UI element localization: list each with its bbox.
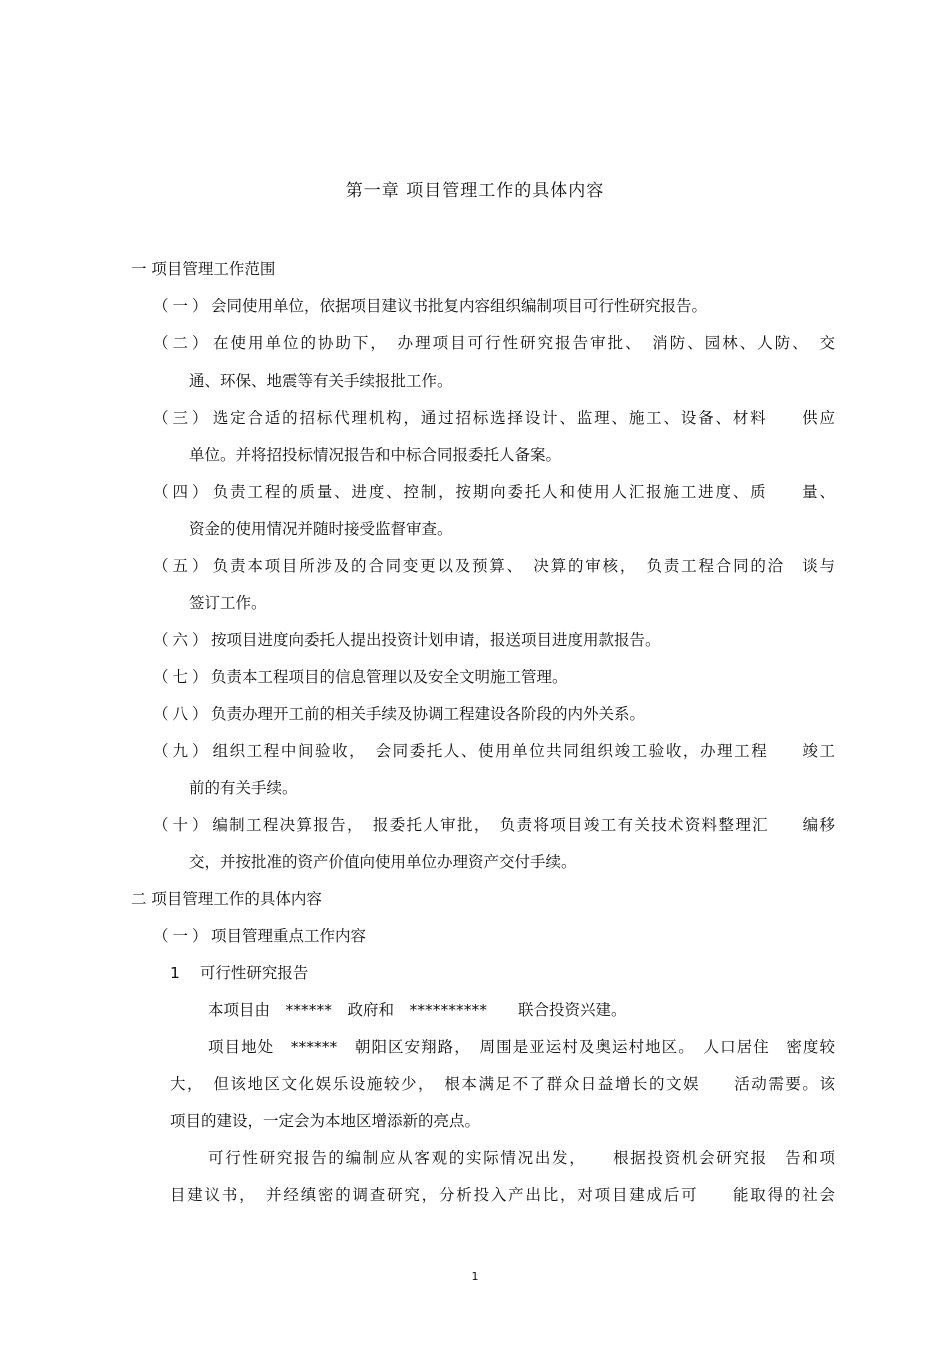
list-item [153, 630, 835, 650]
item-number: （三） [153, 409, 212, 427]
item-text: 负责本项目所涉及的合同变更以及预算、 决算的审核， 负责工程合同的洽 谈与 [211, 557, 835, 575]
item-continuation: 签订工作。 [189, 594, 267, 612]
item-number: （十） [153, 816, 212, 834]
list-item [153, 296, 835, 316]
item-text: 按项目进度向委托人提出投资计划申请，报送项目进度用款报告。 [211, 631, 661, 649]
paragraph-line: 本项目由 ****** 政府和 ********** 联合投资兴建。 [208, 1001, 627, 1019]
item-number: （五） [153, 557, 212, 575]
item-text: 组织工程中间验收， 会同委托人、使用单位共同组织竣工验收，办理工程 竣工 [211, 742, 835, 760]
sub-heading-text: 项目管理重点工作内容 [211, 927, 367, 945]
item-continuation: 通、环保、地震等有关手续报批工作。 [189, 372, 453, 390]
item-continuation: 交，并按批准的资产价值向使用单位办理资产交付手续。 [189, 853, 577, 871]
list-item [153, 704, 835, 724]
list-item [153, 741, 835, 761]
item-number: （二） [153, 334, 212, 352]
paragraph-line: 大， 但该地区文化娱乐设施较少， 根本满足不了群众日益增长的文娱 活动需要。该 [170, 1075, 835, 1093]
item-text: 会同使用单位，依据项目建议书批复内容组织编制项目可行性研究报告。 [211, 297, 708, 315]
item-number: （七） [153, 668, 212, 686]
item-number: （六） [153, 631, 212, 649]
item-text: 负责工程的质量、进度、控制，按期向委托人和使用人汇报施工进度、质 量、 [211, 483, 835, 501]
paragraph-line: 项目的建设，一定会为本地区增添新的亮点。 [170, 1112, 481, 1130]
chapter-title: 第一章 项目管理工作的具体内容 [345, 181, 605, 201]
item-number: （九） [153, 742, 212, 760]
list-item [153, 408, 835, 428]
item-number: （八） [153, 705, 212, 723]
point-text: 可行性研究报告 [199, 964, 309, 982]
item-continuation: 前的有关手续。 [189, 779, 298, 797]
paragraph-line: 项目地处 ****** 朝阳区安翔路， 周围是亚运村及奥运村地区。 人口居住 密度较 [208, 1038, 835, 1056]
item-number: （四） [153, 483, 212, 501]
section-heading-content: 二 项目管理工作的具体内容 [131, 890, 322, 908]
sub-heading [153, 926, 835, 946]
item-number: （一） [153, 297, 212, 315]
section-heading-scope: 一 项目管理工作范围 [131, 260, 276, 278]
list-item [153, 556, 835, 576]
item-text: 在使用单位的协助下， 办理项目可行性研究报告审批、 消防、园林、人防、 交 [211, 334, 835, 352]
list-item [153, 667, 835, 687]
sub-heading-number: （一） [153, 927, 212, 945]
list-item [153, 333, 835, 353]
paragraph-line: 可行性研究报告的编制应从客观的实际情况出发， 根据投资机会研究报 告和项 [208, 1149, 835, 1167]
page-number: 1 [471, 1270, 479, 1283]
point-heading [170, 963, 308, 983]
item-continuation: 单位。并将招投标情况报告和中标合同报委托人备案。 [189, 446, 562, 464]
item-text: 编制工程决算报告， 报委托人审批， 负责将项目竣工有关技术资料整理汇 编移 [211, 816, 835, 834]
item-text: 负责办理开工前的相关手续及协调工程建设各阶段的内外关系。 [211, 705, 646, 723]
paragraph-line: 目建议书， 并经缜密的调查研究，分析投入产出比，对项目建成后可 能取得的社会 [170, 1186, 835, 1204]
item-continuation: 资金的使用情况并随时接受监督审查。 [189, 520, 453, 538]
list-item [153, 482, 835, 502]
list-item [153, 815, 835, 835]
point-number: 1 [170, 964, 180, 982]
item-text: 选定合适的招标代理机构，通过招标选择设计、监理、施工、设备、材料 供应 [211, 409, 835, 427]
item-text: 负责本工程项目的信息管理以及安全文明施工管理。 [211, 668, 568, 686]
